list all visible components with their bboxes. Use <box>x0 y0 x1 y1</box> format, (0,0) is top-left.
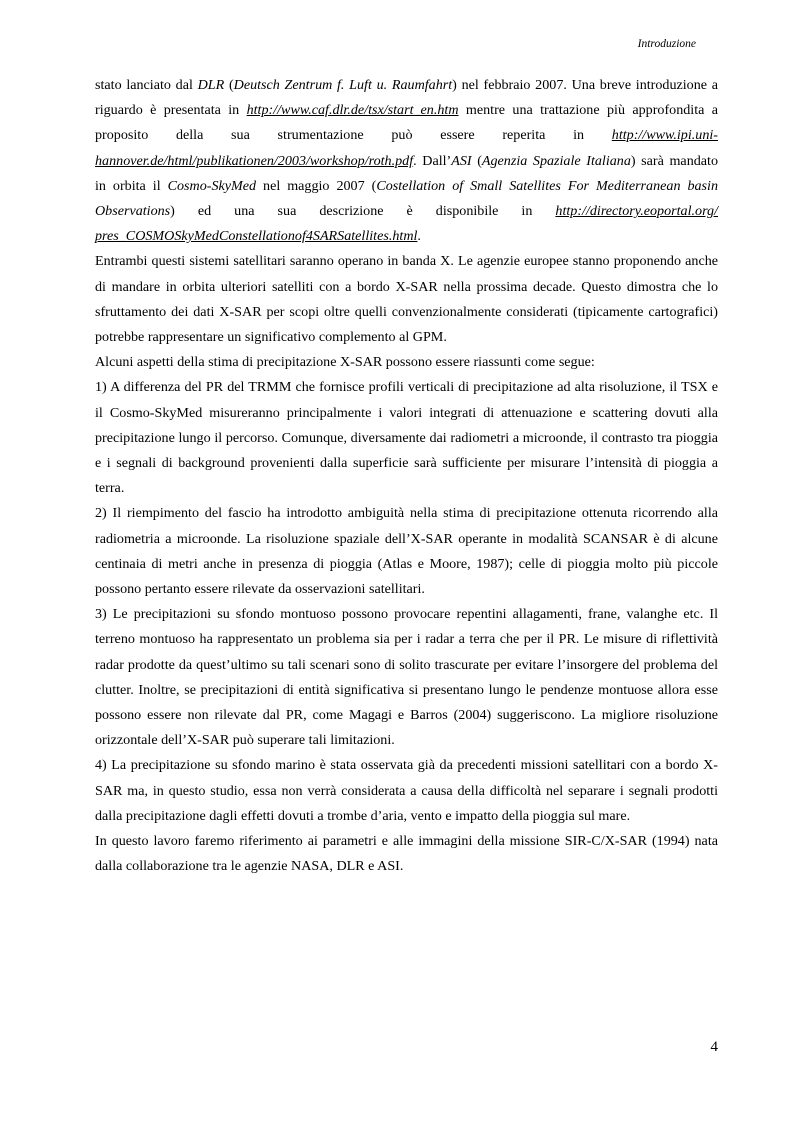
text-run: nel maggio 2007 ( <box>256 177 377 194</box>
paragraph-6: 3) Le precipitazioni su sfondo montuoso possono provocare repentini allagamenti, frane, valanghe etc. Il terreno montuoso ha rappresentato un problema sia per i radar a terra che per il PR. Le misure di riflettività radar prodotte da quest’ultimo su tali scenari sono di solito trascurate per evitare l’insorgere del problema del clutter. Inoltre, se precipitazioni di entità significativa si presentano lungo le pendenze montuose allora esse possono essere non rilevate dal PR, come Magagi e Barros (2004) suggeriscono. La migliore risoluzione orizzontale dell’X-SAR può superare tali limitazioni. <box>95 606 718 749</box>
paragraph-4: 1) A differenza del PR del TRMM che fornisce profili verticali di precipitazione ad alta risoluzione, il TSX e il Cosmo-SkyMed misureranno principalmente i valori integrati di attenuazione e scattering dovuti alla precipitazione lungo il percorso. Comunque, diversamente dai radiometri a microonde, il contrasto tra pioggia e i segnali di background provenienti dalla superficie sarà sufficiente per misurare l’intensità di pioggia a terra. <box>95 379 718 497</box>
page-number: 4 <box>710 1039 718 1055</box>
paragraph-2: Entrambi questi sistemi satellitari saranno operano in banda X. Le agenzie europee stanno proponendo anche di mandare in orbita ulteriori satelliti con a bordo X-SAR nella prossima decade. Questo dimostra che lo sfruttamento dei dati X-SAR per scopi oltre quelli convenzionalmente considerati (tipicamente cartografici) potrebbe rappresentare un significativo complemento al GPM. <box>95 253 718 346</box>
text-run: ( <box>471 152 482 169</box>
text-run: mentre una trattazione più approfondita a proposito della sua strumentazione può essere reperita in <box>95 102 718 144</box>
dlr-full-name: Deutsch Zentrum f. Luft u. Raumfahrt <box>233 77 453 93</box>
paragraph-3: Alcuni aspetti della stima di precipitazione X-SAR possono essere riassunti come segue: <box>95 354 595 371</box>
running-header: Introduzione <box>637 38 696 50</box>
asi-full-name: Agenzia Spaziale Italiana <box>481 152 631 169</box>
body-text <box>95 73 718 880</box>
dlr-acronym: DLR <box>197 77 225 93</box>
cosmo-skymed-name: Cosmo-SkyMed <box>167 177 257 194</box>
paragraph-5: 2) Il riempimento del fascio ha introdotto ambiguità nella stima di precipitazione ottenuta ricorrendo alla radiometria a microonde. La risoluzione spaziale dell’X-SAR operante in modalità SCANSAR è di alcune centinaia di metri anche in presenza di pioggia (Atlas e Moore, 1987); celle di pioggia molto più piccole possono pertanto essere rilevate da osservazioni satellitari. <box>95 505 718 598</box>
paragraph-1 <box>95 73 718 249</box>
text-run: ) nel febbraio 2007. Una breve introduzione a riguardo è presentata in <box>95 77 718 119</box>
text-run: stato lanciato dal <box>95 77 198 93</box>
text-run: . <box>417 228 421 245</box>
text-run: ( <box>224 77 234 93</box>
paragraph-8: In questo lavoro faremo riferimento ai parametri e alle immagini della missione SIR-C/X-SAR (1994) nata dalla collaborazione tra le agenzie NASA, DLR e ASI. <box>95 833 718 875</box>
text-run: ) ed una sua descrizione è disponibile in <box>170 203 556 220</box>
cosmo-skymed-full-name: Costellation of Small Satellites For Mediterranean basin Observations <box>95 177 718 220</box>
asi-acronym: ASI <box>451 152 472 169</box>
link-eoportal[interactable]: http://directory.eoportal.org/ pres_COSMOSkyMedConstellationof4SARSatellites.html <box>95 203 718 245</box>
text-run: . Dall’ <box>413 152 452 169</box>
paragraph-7: 4) La precipitazione su sfondo marino è stata osservata già da precedenti missioni satellitari con a bordo X-SAR ma, in questo studio, essa non verrà considerata a causa della difficoltà nel separare i segnali prodotti dalla precipitazione dagli effetti dovuti a trombe d’aria, vento e impatto della pioggia sul mare. <box>95 757 718 824</box>
text-run: ) sarà mandato in orbita il <box>95 152 719 194</box>
link-hannover-pdf[interactable]: http://www.ipi.uni-hannover.de/html/publikationen/2003/workshop/roth.pdf <box>95 127 718 169</box>
link-terrasar-intro[interactable]: http://www.caf.dlr.de/tsx/start_en.htm <box>246 102 459 119</box>
